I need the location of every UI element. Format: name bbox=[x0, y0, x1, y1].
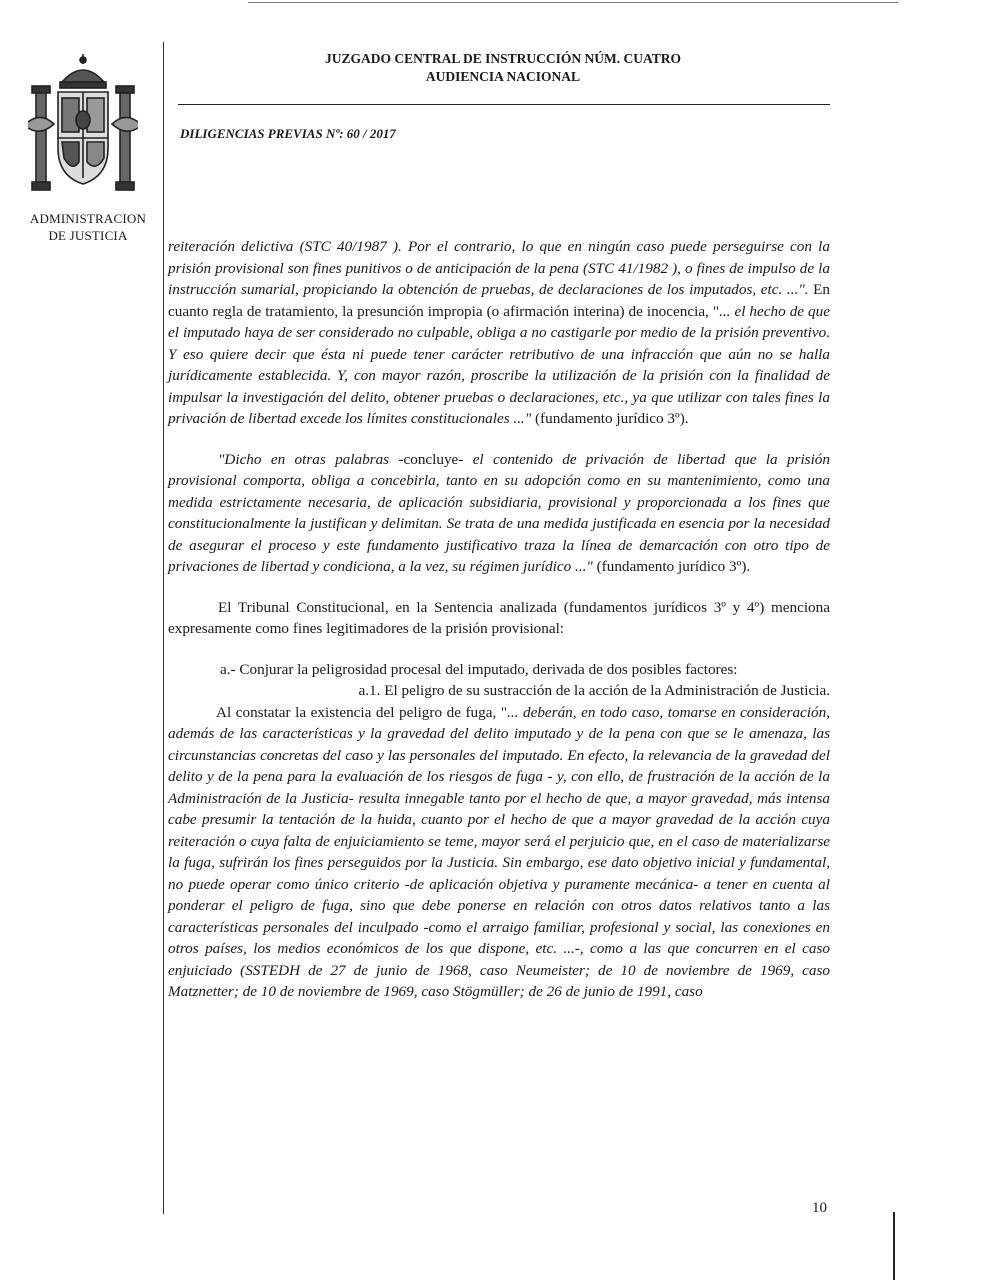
top-edge-rule bbox=[248, 2, 898, 3]
administration-label bbox=[18, 210, 158, 244]
court-header bbox=[178, 50, 828, 86]
subsection-a1: a.1. El peligro de su sustracción de la acción de la Administración de Justicia. bbox=[358, 682, 830, 699]
p1-text-d: (fundamento jurídico 3º). bbox=[531, 410, 689, 427]
margin-rule bbox=[163, 42, 164, 1214]
paragraph-1 bbox=[168, 236, 830, 430]
coat-of-arms-of-spain-icon bbox=[28, 52, 138, 202]
court-name: JUZGADO CENTRAL DE INSTRUCCIÓN NÚM. CUATRO bbox=[324, 51, 682, 66]
p2-text-b: -concluye- bbox=[398, 450, 464, 468]
p6-text-a: Al constatar la existencia del peligro de fuga, " bbox=[216, 703, 508, 721]
paragraph-3: El Tribunal Constitucional, en la Sentencia analizada (fundamentos jurídicos 3º y 4º) menciona expresamente como fines legitimadores de la prisión provisional: bbox=[168, 598, 830, 637]
binding-mark bbox=[893, 1212, 895, 1280]
case-reference: DILIGENCIAS PREVIAS Nº: 60 / 2017 bbox=[180, 126, 396, 141]
paragraph-2 bbox=[168, 449, 830, 578]
p1-quote-a: reiteración delictiva (STC 40/1987 ). Por el contrario, lo que en ningún caso puede perseguirse con la prisión provisional son fines punitivos o de anticipación de la pena (STC 41/1982 ), o fines de impulso de la instrucción sumarial, propiciando la obtención de pruebas, de declaraciones de los imputados, etc. ...". bbox=[168, 238, 830, 298]
admin-label-line2: DE JUSTICIA bbox=[48, 228, 128, 243]
header-rule bbox=[178, 104, 830, 105]
p2-quote-a: "Dicho en otras palabras bbox=[218, 450, 399, 468]
page-number: 10 bbox=[812, 1200, 827, 1216]
court-subtitle: AUDIENCIA NACIONAL bbox=[425, 69, 581, 84]
p2-quote-c: el contenido de privación de libertad que la prisión provisional comporta, obliga a concebirla, tanto en su adopción como en su mantenimiento, como una medida estrictamente necesaria, de aplicación subsidiaria, provisional y proporcionada a los fines que constitucionalmente la justifican y delimitan. Se trata de una medida justificada en esencia por la necesidad de asegurar el proceso y este fundamento justificativo traza la línea de demarcación con otro tipo de privaciones de libertad y condiciona, a la vez, su régimen jurídico ..." bbox=[168, 450, 830, 575]
p6-quote-b: ... deberán, en todo caso, tomarse en consideración, además de las características y la gravedad del delito imputado y de la pena con que se le amenaza, las circunstancias concretas del caso y las personales del imputado. En efecto, la relevancia de la gravedad del delito y de la pena para la evaluación de los riesgos de fuga - y, con ello, de frustración de la acción de la Administración de la Justicia- resulta innegable tanto por el hecho de que, a mayor gravedad, más intensa cabe presumir la tentación de la huida, cuanto por el hecho de que a mayor gravedad de la acción cuya reiteración o cuya falta de enjuiciamiento se teme, mayor será el perjuicio que, en el caso de materializarse la fuga, sufrirán los fines perseguidos por la Justicia. Sin embargo, ese dato objetivo inicial y fundamental, no puede operar como único criterio -de aplicación objetiva y puramente mecánica- a tener en cuenta al ponderar el peligro de fuga, sino que debe ponerse en relación con otros datos relativos tanto a las características personales del inculpado -como el arraigo familiar, profesional y social, las conexiones en otros países, los medios económicos de los que dispone, etc. ...-, como a las que concurren en el caso enjuiciado (SSTEDH de 27 de junio de 1968, caso Neumeister; de 10 de noviembre de 1969, caso Matznetter; de 10 de noviembre de 1969, caso Stögmüller; de 26 de junio de 1991, caso bbox=[168, 703, 830, 1000]
admin-label-line1: ADMINISTRACION bbox=[29, 211, 147, 226]
p1-quote-c: ... el hecho de que el imputado haya de ser considerado no culpable, obliga a no castigarle por medio de la prisión preventivo. Y eso quiere decir que ésta ni puede tener carácter retributivo de una infracción que aún no se halla jurídicamente establecida. Y, con mayor razón, proscribe la utilización de la prisión con la finalidad de impulsar la investigación del delito, obtener pruebas o declaraciones, etc., ya que utilizar con tales fines la privación de libertad excede los límites constitucionales ..." bbox=[168, 302, 830, 427]
p1-text-b: En cuanto regla de tratamiento, la presunción impropia (o afirmación interina) de inocencia, " bbox=[168, 281, 830, 320]
paragraph-6 bbox=[168, 702, 830, 1003]
document-body bbox=[168, 236, 830, 1003]
p2-text-d: (fundamento jurídico 3º). bbox=[592, 558, 751, 575]
paragraph-4: a.- Conjurar la peligrosidad procesal del imputado, derivada de dos posibles factores: bbox=[220, 660, 738, 678]
